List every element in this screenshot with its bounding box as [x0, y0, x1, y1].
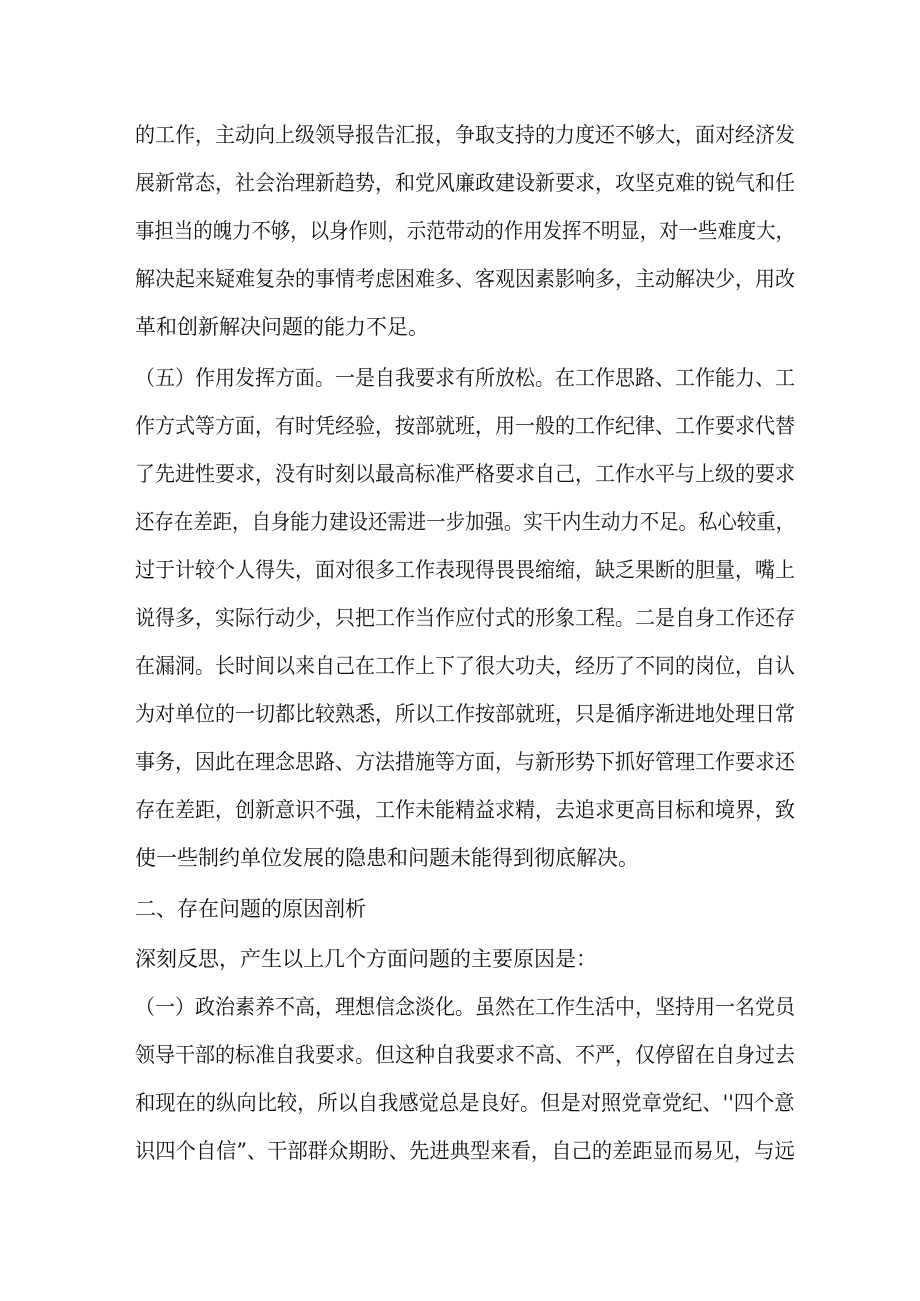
- text-line: 的工作，主动向上级领导报告汇报，争取支持的力度还不够大，面对经济发: [135, 123, 795, 147]
- text-line: 领导干部的标准自我要求。但这种自我要求不高、不严，仅停留在自身过去: [135, 1043, 795, 1067]
- text-line: 和现在的纵向比较，所以自我感觉总是良好。但是对照党章党纪、''四个意: [135, 1091, 795, 1115]
- text-line: 事务，因此在理念思路、方法措施等方面，与新形势下抓好管理工作要求还: [135, 750, 795, 774]
- text-line: 为对单位的一切都比较熟悉，所以工作按部就班，只是循序渐进地处理日常: [135, 702, 795, 726]
- text-line: 作方式等方面，有时凭经验，按部就班，用一般的工作纪律、工作要求代替: [135, 414, 795, 438]
- text-line: 解决起来疑难复杂的事情考虑困难多、客观因素影响多，主动解决少，用改: [135, 267, 795, 291]
- text-line: 了先进性要求，没有时刻以最高标准严格要求自己，工作水平与上级的要求: [135, 462, 795, 486]
- text-line: 存在差距，创新意识不强，工作未能精益求精，去追求更高目标和境界，致: [135, 798, 795, 822]
- text-line: 过于计较个人得失，面对很多工作表现得畏畏缩缩，缺乏果断的胆量，嘴上: [135, 558, 795, 582]
- paragraph-intro: 深刻反思，产生以上几个方面问题的主要原因是：: [135, 947, 597, 971]
- section-heading: 二、存在问题的原因剖析: [135, 897, 366, 921]
- text-line: 展新常态，社会治理新趋势，和党风廉政建设新要求，攻坚克难的锐气和任: [135, 171, 795, 195]
- text-line: 说得多，实际行动少，只把工作当作应付式的形象工程。二是自身工作还存: [135, 606, 795, 630]
- section-five-line: （五）作用发挥方面。一是自我要求有所放松。在工作思路、工作能力、工: [135, 366, 795, 390]
- text-line: 在漏洞。长时间以来自己在工作上下了很大功夫，经历了不同的岗位，自认: [135, 654, 795, 678]
- text-line: 事担当的魄力不够，以身作则，示范带动的作用发挥不明显，对一些难度大，: [135, 219, 795, 243]
- subsection-one-line: （一）政治素养不高，理想信念淡化。虽然在工作生活中，坚持用一名党员: [135, 995, 795, 1019]
- text-line: 还存在差距，自身能力建设还需进一步加强。实干内生动力不足。私心较重，: [135, 510, 795, 534]
- text-line: 识四个自信”、干部群众期盼、先进典型来看，自己的差距显而易见，与远: [135, 1139, 795, 1163]
- text-line: 使一些制约单位发展的隐患和问题未能得到彻底解决。: [135, 846, 639, 870]
- text-line: 革和创新解决问题的能力不足。: [135, 315, 429, 339]
